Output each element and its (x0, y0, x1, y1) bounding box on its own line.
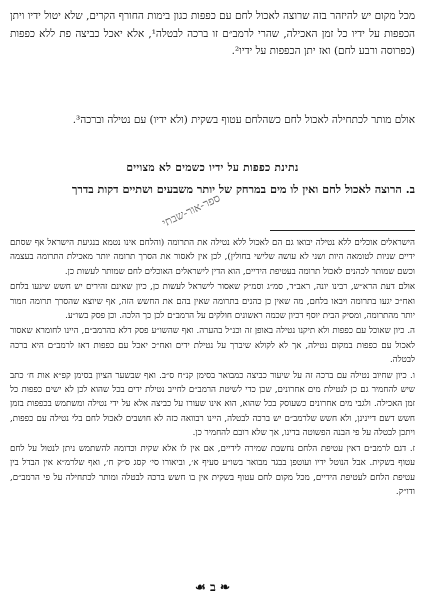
footnote: ז. דגם לרמב״ם דאין עטיפת הלחם נחשבת שמירה לידיים, אם אין לו אלא שקית וכדומה להשתמש ניתן לנטול על לחם עטוף בשקית. אבל הנוטל ידיו ועוטפן בבגד מבואר בשו״ע סעיף א׳, וביאורו סי׳ קסג ס״ק ח׳, ואף שלרמ״א אין הבדל בין עטיפת הלחם לעטיפת הידיים, מכל מקום לחם עטוף בשקית אין בו חשש ברכה לבטלה ומותר לכתחילה על פי הרמב״ם, ודו״ק. (10, 443, 415, 497)
footnote: הישראלים אוכלים ללא נטילה יבואו גם הם לאכול ללא נטילה את התרומה (והלחם אינו נטמא בנגיעת הישראל אף שסתם ידיים שניות לטומאה היות ושני לא עושה שלישי בחולין), לכן אין לאסור את הסרך תרומה יותר מאכילת התרומה בעצמה וכשם שמותר לכהנים לאכול תרומה בעטיפת הידיים, הוא הדין לישראלים האוכלים לחם שמותר לעשות כן. (10, 238, 415, 277)
footnote: אולם דעת הרא״ש, רבינו יונה, ראב״ד, סמ״ג וסמ״ק שאסור לישראל לעשות כן, כיון שאינם זהירים יש חשש שיגעו בלחם ואח״כ יגעו בתרומה ויבאו בלחם, מה שאין כן כהנים בתרומה שאין בהם את החשש הזה, אף שיוצא שהסרך תרומה חמור יותר מהתרומה, ומסיק הבית יוסף דכיון שכמה ראשונים חולקים על הרמב״ם לכן כך הלכה. וכן פסק בשו״ע. (10, 282, 415, 322)
watermark-stamp: ספר-אור-שבתי (160, 191, 223, 230)
footnote: ה. כיון שאוכל עם כפפות ולא תיקנו נטילה באופן זה וכנ״ל בהערה. ואף שהשו״ע פסק דלא כהרמב״ם, היינו לחומרא שאסור לאכול עם כפפות במקום נטילה, אך לא לקולא שיברך על נטילת ידים ואח״כ יאכל עם כפפות דאז לרמב״ם היא ברכה לבטלה. (10, 326, 415, 366)
footnotes-block (10, 236, 415, 500)
subsection-heading: ב. הרוצה לאכול לחם ואין לו מים במרחק של יותר משבעים ושתיים דקות בדרך (71, 182, 415, 196)
ornament-right-icon: ☙ (195, 580, 206, 592)
footnote-divider (270, 230, 415, 231)
top-paragraph: מכל מקום יש להיזהר בזה שרוצה לאכול לחם עם כפפות כגון בימות החורף הקרים, שלא יטול ידיו ויתן הכפפות על ידיו כל זמן האכילה, שהרי לרמב״ם זו ברכה לבטלה¹, אלא יאכל כביצה פת ללא כפפות (כפרוסה ורבע לחם) ואז יתן הכפפות על ידיו². (10, 10, 415, 57)
second-paragraph: אולם מותר לכתחילה לאכול לחם כשהלחם עטוף בשקית (ולא ידיו) עם נטילה וברכה³. (72, 114, 415, 126)
page-number-footer (10, 580, 415, 592)
footnote: ו. כיון שחיוב נטילה עם ברכה זה על שיעור כביצה כמבואר בסימן קנ״ח ס״ב. ואף שבשער הציון בסימן קפ״א אות ח׳ כתב שיש להחמיר גם כן לנטילת מים אחרונים, שכן כדי לשיטת הרמב״ם לחייב נטילת ידים בכל שהוא לכן לא ישים כפפות כל זמן האכילה. ולגבי מים אחרונים כשעוסק בכל שהוא, הוא אינו שעורו על כביצה אלא על ידי נטילה ומשתמש בכפפות בזמן חשש דשם דיינינן, ולא חשש שלרמב״ם יש ברכה לבטלה, היינו רבוואה כזה לא חושבים לאכול לחם בלי נטילה עם כפפות, ויתכן לבטלה על פי הבנה הפשוטה בדינו, אך שלא רובם להחמיר כן. (10, 370, 415, 439)
ornament-left-icon: ❧ (219, 580, 230, 592)
page-number: ב (209, 580, 216, 592)
document-page (10, 8, 415, 592)
section-heading: נתינת כפפות על ידיו כשמים לא מצויים (126, 162, 299, 174)
